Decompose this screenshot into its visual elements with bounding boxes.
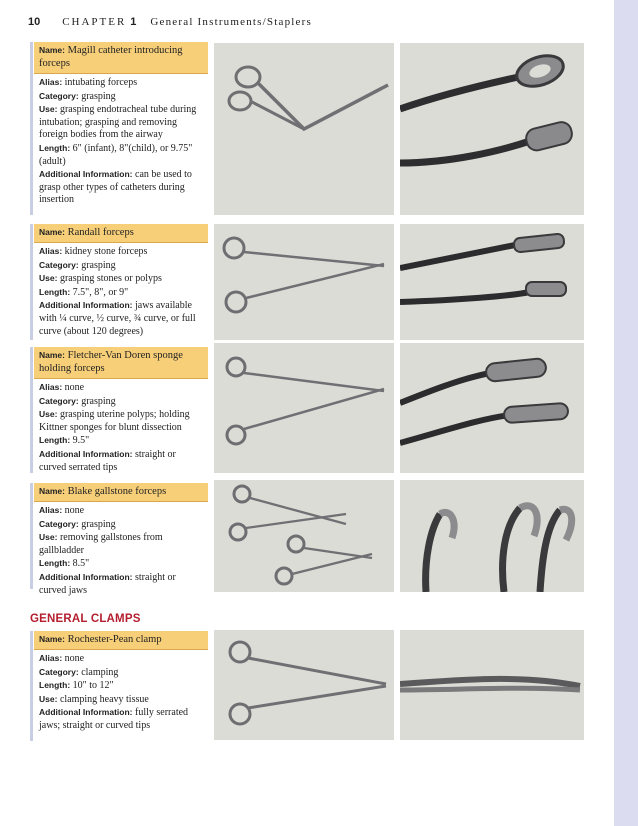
fletcher-van-doren-forceps-closeup-photo	[400, 343, 584, 473]
rochester-pean-clamp-closeup-photo	[400, 630, 584, 740]
additional-line: Additional Information: straight or curved serrated tips	[39, 448, 176, 473]
blake-forceps-photo	[214, 480, 394, 592]
length-line: Length: 10" to 12"	[39, 680, 114, 692]
additional-line: Additional Information: fully serrated jaws; straight or curved tips	[39, 707, 189, 731]
instrument-card-rochester-pean	[30, 631, 208, 741]
length-line: Length: 7.5", 8", or 9"	[39, 286, 129, 298]
alias-line: Alias: kidney stone forceps	[39, 246, 148, 257]
additional-line: Additional Information: straight or curved jaws	[39, 571, 176, 596]
section-title-general-clamps: GENERAL CLAMPS	[30, 613, 141, 625]
magill-forceps-closeup-photo	[400, 43, 584, 215]
blake-forceps-closeup-photo	[400, 480, 584, 592]
instrument-card-randall	[30, 224, 208, 340]
instrument-name: Name: Randall forceps	[34, 224, 208, 243]
category-line: Category: grasping	[39, 395, 116, 407]
instrument-details	[34, 650, 208, 733]
chapter-title: General Instruments/Staplers	[150, 16, 312, 28]
randall-forceps-photo	[214, 224, 394, 340]
length-line: Length: 9.5"	[39, 435, 90, 447]
instrument-details	[34, 74, 208, 207]
card-accent-bar	[30, 347, 33, 473]
randall-forceps-closeup-photo	[400, 224, 584, 340]
page-number: 10	[28, 16, 41, 28]
page-edge-band	[614, 0, 638, 826]
instrument-details	[34, 243, 208, 338]
instrument-card-fletcher-van-doren	[30, 347, 208, 473]
instrument-name: Name: Rochester-Pean clamp	[34, 631, 208, 650]
card-accent-bar	[30, 483, 33, 589]
chapter-word: CHAPTER	[62, 16, 127, 28]
rochester-pean-clamp-photo	[214, 630, 394, 740]
use-line: Use: removing gallstones from gallbladder	[39, 532, 163, 556]
category-line: Category: grasping	[39, 518, 116, 530]
instrument-card-blake	[30, 483, 208, 596]
running-header	[28, 16, 312, 28]
alias-line: Alias: none	[39, 505, 85, 516]
instrument-name: Name: Magill catheter introducing forceps	[34, 42, 208, 74]
instrument-name: Name: Fletcher-Van Doren sponge holding forceps	[34, 347, 208, 379]
card-accent-bar	[30, 224, 33, 340]
chapter-number: 1	[130, 16, 137, 28]
fletcher-van-doren-forceps-photo	[214, 343, 394, 473]
magill-forceps-photo	[214, 43, 394, 215]
use-line: Use: clamping heavy tissue	[39, 693, 149, 705]
instrument-details	[34, 379, 208, 474]
card-accent-bar	[30, 631, 33, 741]
alias-line: Alias: none	[39, 382, 85, 393]
alias-line: Alias: none	[39, 653, 85, 664]
category-line: Category: grasping	[39, 259, 116, 271]
additional-line: Additional Information: jaws available with ¼ curve, ½ curve, ¾ curve, or full curve (about 120 degrees)	[39, 300, 196, 337]
use-line: Use: grasping endotracheal tube during intubation; grasping and removing foreign bodies from the airway	[39, 104, 197, 141]
category-line: Category: grasping	[39, 90, 116, 102]
additional-line: Additional Information: can be used to grasp other types of catheters during insertion	[39, 169, 192, 206]
instrument-details	[34, 502, 208, 597]
category-line: Category: clamping	[39, 666, 119, 678]
alias-line: Alias: intubating forceps	[39, 77, 138, 88]
length-line: Length: 8.5"	[39, 558, 90, 570]
use-line: Use: grasping stones or polyps	[39, 273, 162, 285]
length-line: Length: 6" (infant), 8"(child), or 9.75" (adult)	[39, 142, 193, 167]
card-accent-bar	[30, 42, 33, 215]
use-line: Use: grasping uterine polyps; holding Kittner sponges for blunt dissection	[39, 409, 190, 433]
instrument-card-magill	[30, 42, 208, 215]
instrument-name: Name: Blake gallstone forceps	[34, 483, 208, 502]
